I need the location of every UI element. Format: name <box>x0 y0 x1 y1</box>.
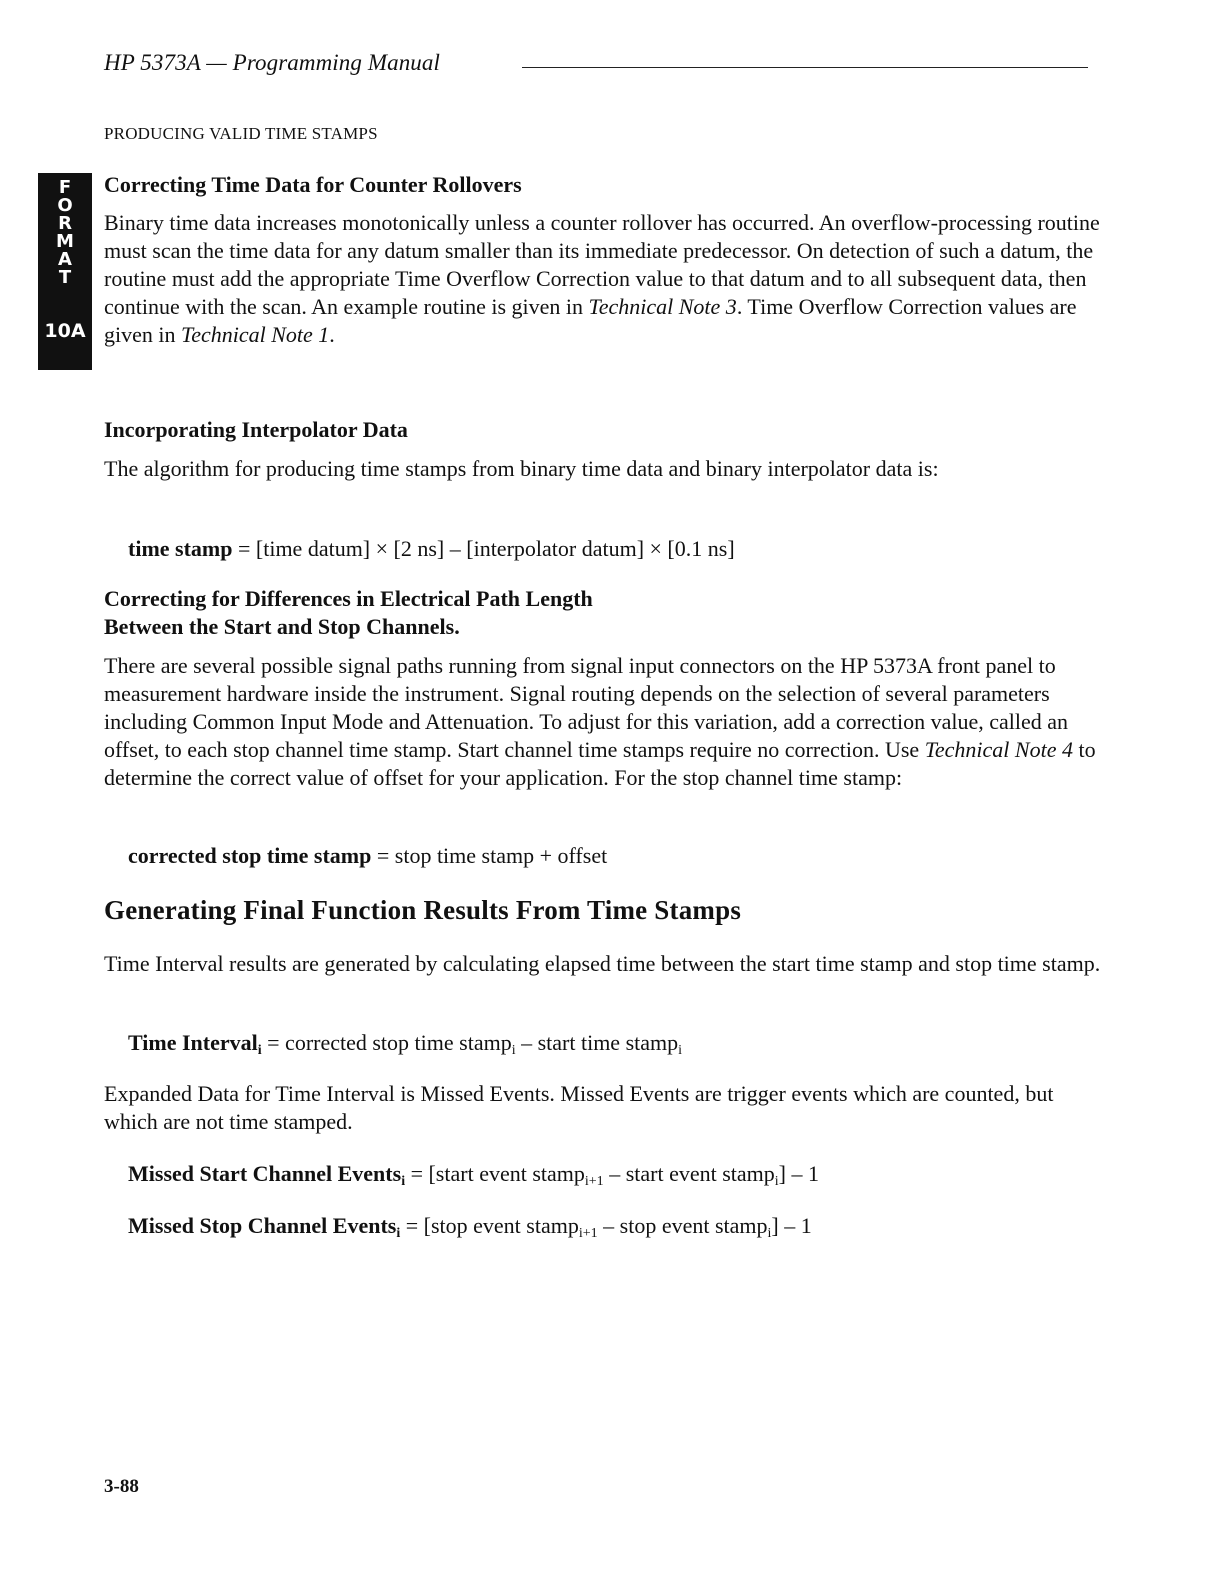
formula-expression: – start time stamp <box>515 1030 679 1055</box>
missed-events-paragraph: Expanded Data for Time Interval is Missed Events. Missed Events are trigger events which are counted, but which are not time stamped. <box>104 1081 1054 1134</box>
interpolator-heading: Incorporating Interpolator Data <box>104 417 408 442</box>
final-results-paragraph: Time Interval results are generated by calculating elapsed time between the start time stamp and stop time stamp. <box>104 951 1101 976</box>
formula-expression: – stop event stamp <box>597 1213 768 1238</box>
path-length-heading-line: Correcting for Differences in Electrical Path Length <box>104 586 593 611</box>
formula-label <box>128 1030 262 1058</box>
subscript: i+1 <box>584 1174 604 1189</box>
formula-label: time stamp <box>128 536 233 561</box>
rollover-text-2: . Time Overflow Correction values are given in <box>104 294 1077 347</box>
subscript: i <box>678 1043 683 1058</box>
format-tab-letter: O <box>57 195 73 216</box>
rollover-heading: Correcting Time Data for Counter Rollovers <box>104 172 522 197</box>
page-number: 3-88 <box>104 1476 139 1497</box>
manual-title: HP 5373A — Programming Manual <box>104 50 440 75</box>
format-tab-letter: T <box>58 267 72 288</box>
path-length-paragraph <box>104 652 1104 792</box>
subscript: i <box>257 1043 262 1058</box>
formula-expression: = stop time stamp + offset <box>371 843 608 868</box>
formula-label <box>128 1213 401 1241</box>
formula-expression: = [stop event stamp <box>400 1213 579 1238</box>
final-results-heading: Generating Final Function Results From Time Stamps <box>104 895 742 925</box>
formula-expression: ] – 1 <box>771 1213 812 1238</box>
format-tab-number: 10A <box>44 320 86 342</box>
rollover-text-3: . <box>329 322 335 347</box>
formula-expression: = corrected stop time stamp <box>261 1030 512 1055</box>
formula-label: corrected stop time stamp <box>128 843 372 868</box>
path-length-heading-line: Between the Start and Stop Channels. <box>104 614 460 639</box>
technical-note-ref: Technical Note 4 <box>924 737 1073 762</box>
formula-label-text: Missed Start Channel Events <box>128 1161 402 1186</box>
corrected-stop-formula <box>128 842 607 870</box>
path-length-heading <box>104 585 593 641</box>
technical-note-ref: Technical Note 1 <box>181 322 330 347</box>
rollover-text-1: Binary time data increases monotonically unless a counter rollover has occurred. An overflow-processing routine must scan the time data for any datum smaller than its immediate predecessor. On detection of such a datum, the routine must add the appropriate Time Overflow Correction value to that datum and to all subsequent data, then continue with the scan. An example routine is given in <box>104 210 1100 319</box>
path-length-text-1: There are several possible signal paths running from signal input connectors on the HP 5373A front panel to measurement hardware inside the instrument. Signal routing depends on the selection of several parameters including Common Input Mode and Attenuation. To adjust for this variation, add a correction value, called an offset, to each stop channel time stamp. Start channel time stamps require no correction. Use <box>104 653 1068 762</box>
subscript: i <box>511 1043 516 1058</box>
formula-expression: = [start event stamp <box>405 1161 585 1186</box>
subscript: i+1 <box>578 1226 598 1241</box>
formula-label <box>128 1161 406 1189</box>
formula-expression: = [time datum] × [2 ns] – [interpolator datum] × [0.1 ns] <box>232 536 735 561</box>
formula-expression: ] – 1 <box>778 1161 819 1186</box>
format-tab <box>38 173 92 370</box>
subscript: i <box>774 1174 779 1189</box>
missed-stop-formula <box>128 1212 812 1240</box>
format-tab-letter: A <box>58 249 72 270</box>
subscript: i <box>396 1226 401 1241</box>
subscript: i <box>401 1174 406 1189</box>
technical-note-ref: Technical Note 3 <box>588 294 737 319</box>
path-length-text-2: to determine the correct value of offset for your application. For the stop channel time stamp: <box>104 737 1096 790</box>
rollover-paragraph <box>104 209 1104 349</box>
time-interval-formula <box>128 1029 682 1057</box>
time-stamp-formula <box>128 535 735 563</box>
format-tab-letter: R <box>58 213 72 234</box>
subscript: i <box>767 1226 772 1241</box>
format-tab-letter: M <box>56 231 74 252</box>
format-tab-letters <box>38 179 92 287</box>
interpolator-paragraph: The algorithm for producing time stamps from binary time data and binary interpolator data is: <box>104 456 939 481</box>
formula-label-text: Time Interval <box>128 1030 258 1055</box>
section-label: PRODUCING VALID TIME STAMPS <box>104 124 378 143</box>
formula-label-text: Missed Stop Channel Events <box>128 1213 397 1238</box>
header-rule <box>522 67 1088 68</box>
format-tab-letter: F <box>58 177 72 198</box>
formula-expression: – start event stamp <box>603 1161 775 1186</box>
missed-start-formula <box>128 1160 819 1188</box>
